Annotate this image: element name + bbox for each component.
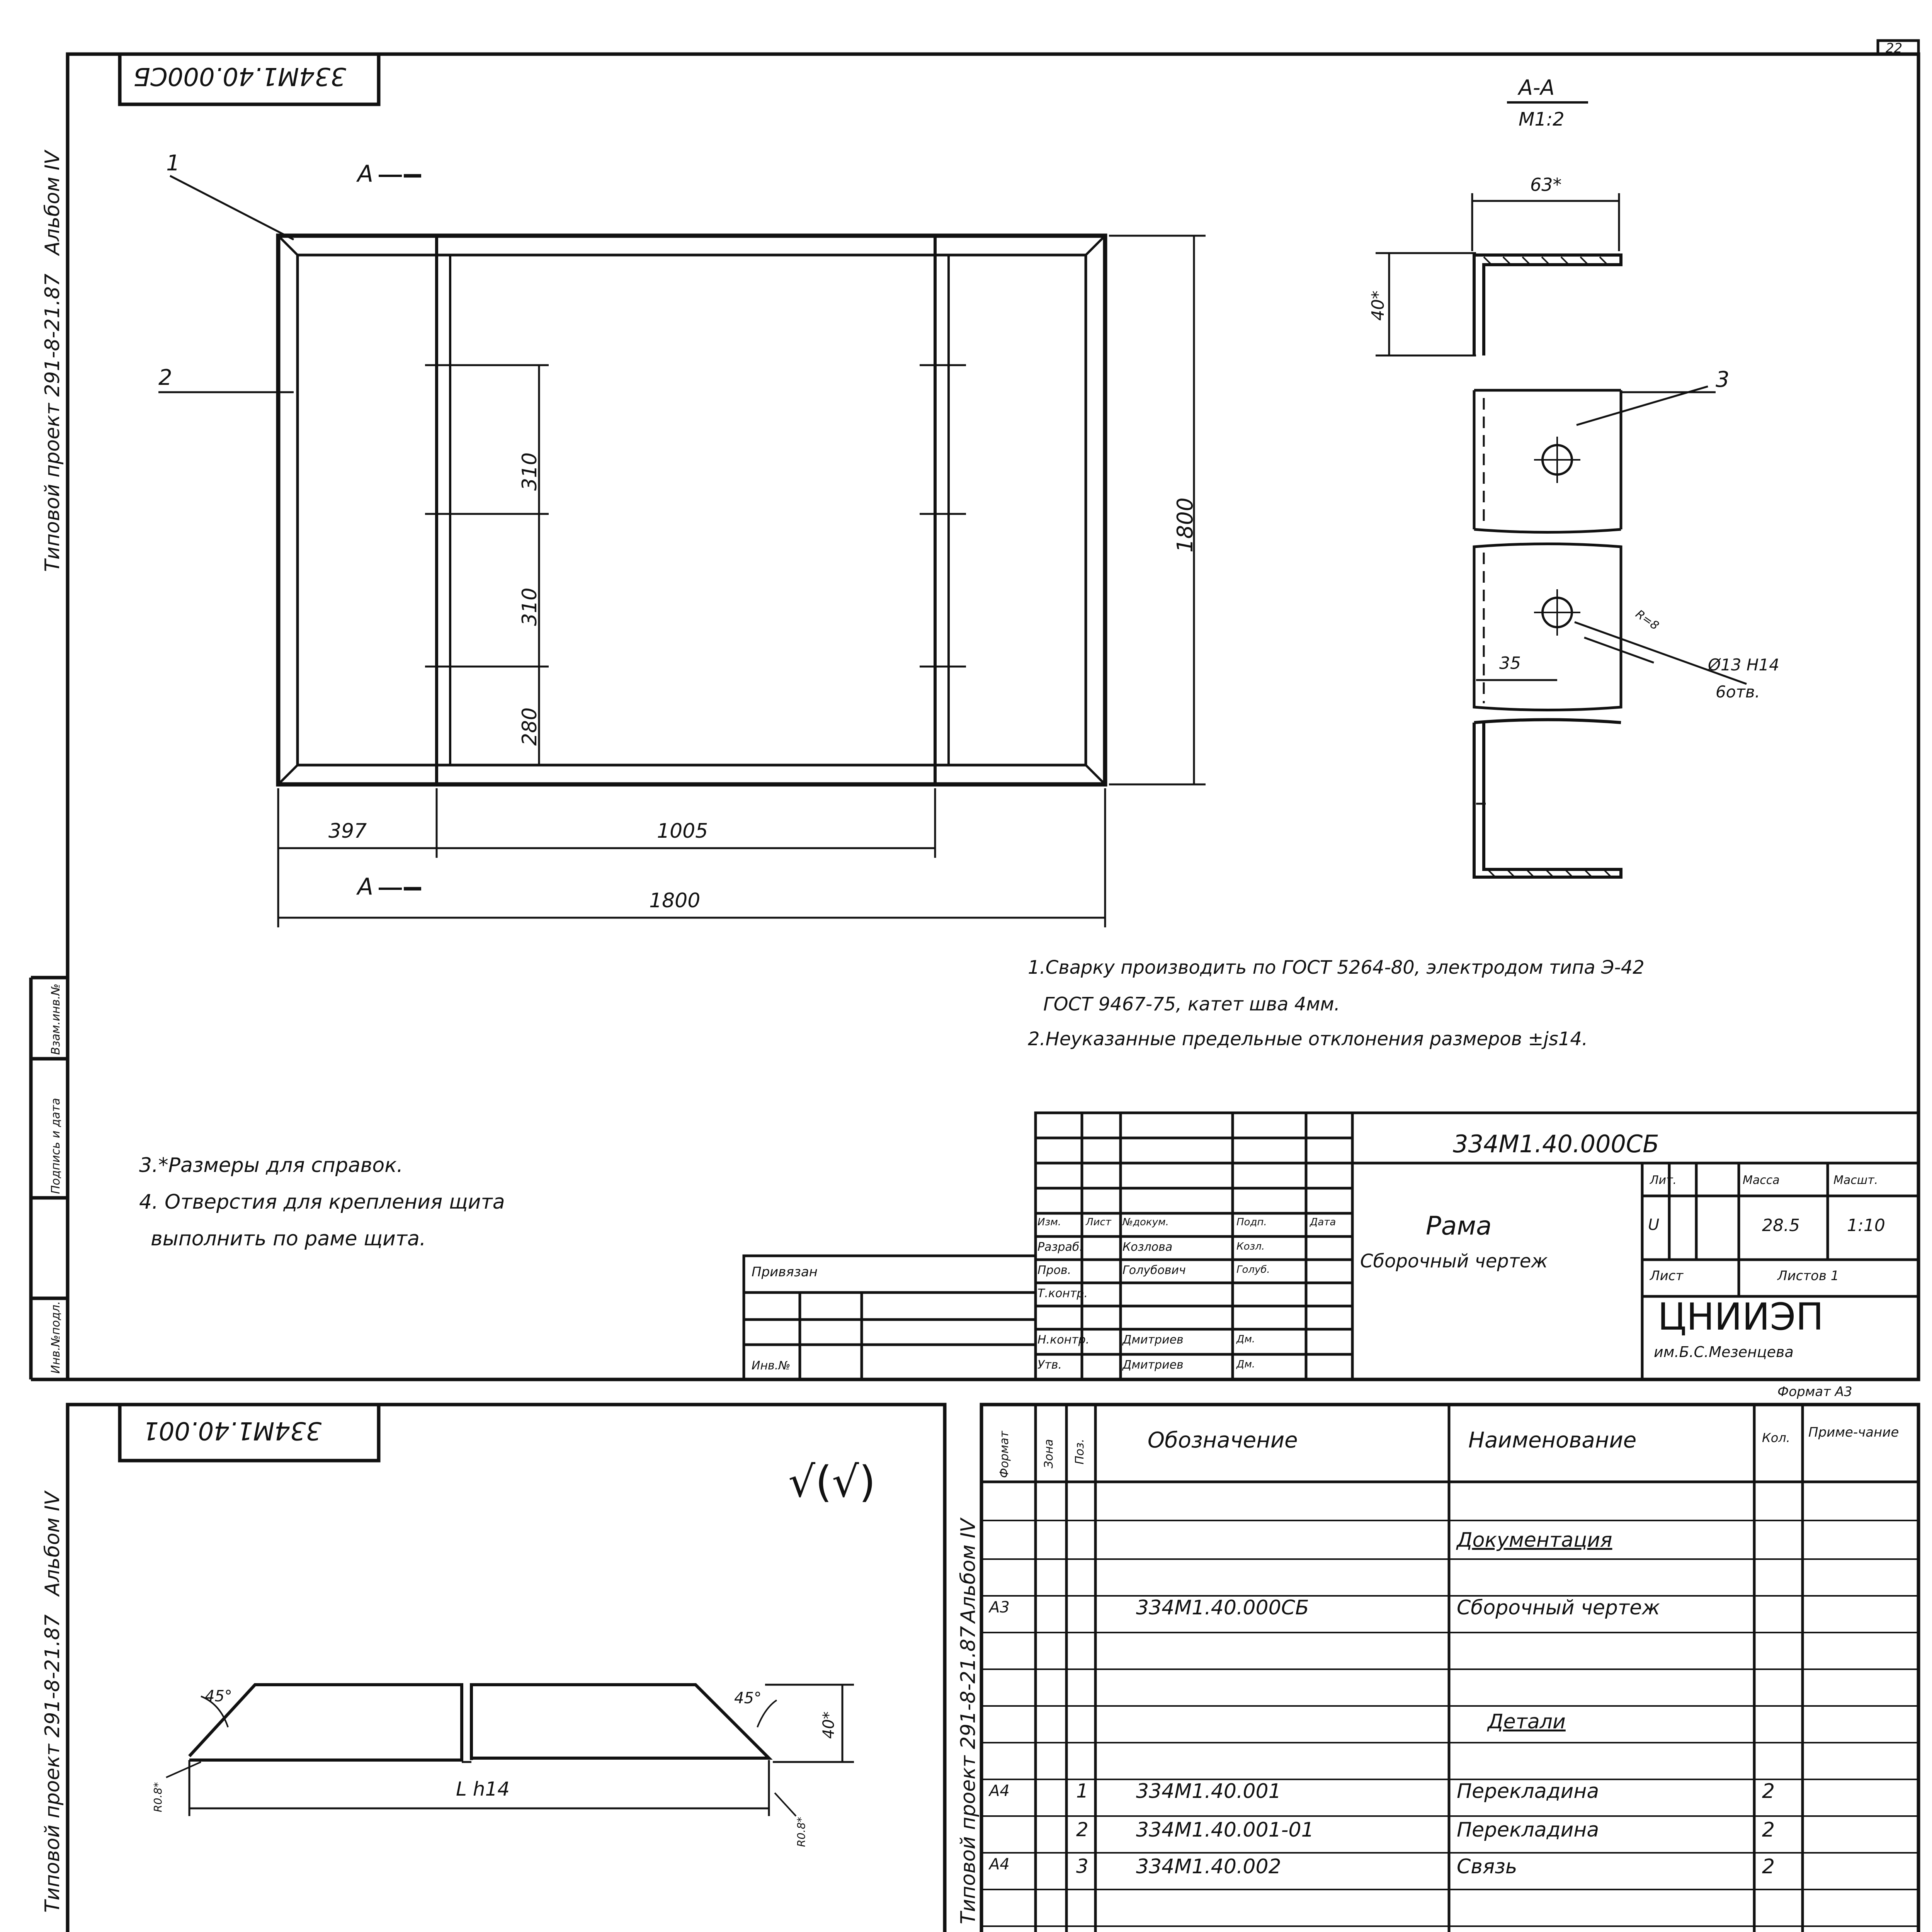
assembly-code-rotated: 334М1.40.000СБ [133, 62, 346, 90]
stamp-a3-hdr-4: Дата [1310, 1216, 1336, 1228]
spec-r0-name: Документация [1457, 1529, 1612, 1552]
stamp-a3-scale: 1:10 [1847, 1216, 1885, 1235]
dim-r8: R=8 [1633, 607, 1662, 633]
side-project-left: Типовой проект 291-8-21.87 [41, 1614, 64, 1913]
stamp-a3-mass: 28.5 [1762, 1216, 1800, 1235]
stamp-a3-r0-name: Козлова [1122, 1240, 1173, 1254]
stamp-a3-sheets-label: Листов 1 [1777, 1268, 1839, 1284]
stamp-a3-r4-role: Утв. [1037, 1358, 1062, 1372]
spec-r3-fmt: А4 [989, 1782, 1010, 1800]
spec-r1-code: 334М1.40.000СБ [1136, 1596, 1309, 1619]
spec-r5-fmt: А4 [989, 1855, 1010, 1873]
stamp-a3-lit-label: Лит. [1650, 1173, 1677, 1187]
note-1: 1.Сварку производить по ГОСТ 5264-80, электродом типа Э-42 [1028, 957, 1645, 978]
spec-hdr-pos: Поз. [1073, 1439, 1087, 1464]
side-inv-orig-top: Инв.№подл. [49, 1301, 63, 1374]
stamp-a3-r4-name: Дмитриев [1122, 1358, 1184, 1372]
dim-63: 63* [1530, 174, 1562, 195]
stamp-a3-title: Рама [1426, 1211, 1492, 1241]
stamp-a3-subtitle: Сборочный чертеж [1360, 1250, 1548, 1272]
stamp-a3-lit: U [1648, 1216, 1660, 1234]
dim-35: 35 [1499, 653, 1521, 673]
callout-1: 1 [166, 151, 180, 176]
stamp-a3-r3-sig: Дм. [1236, 1333, 1255, 1345]
section-marker-top: А [357, 160, 374, 187]
dim-310-a: 310 [518, 452, 541, 491]
stamp-a3-privyazan: Привязан [752, 1264, 818, 1280]
note-4: 4. Отверстия для крепления щита [139, 1190, 505, 1214]
stamp-a3-scale-label: Масшт. [1833, 1173, 1878, 1187]
part-length: L h14 [456, 1778, 510, 1800]
note-4b: выполнить по раме щита. [151, 1227, 426, 1250]
dim-1800-vertical: 1800 [1173, 497, 1198, 553]
roughness-mark: √(√) [788, 1457, 876, 1507]
stamp-a3-designation: 334М1.40.000СБ [1453, 1130, 1659, 1158]
dim-1800-horizontal: 1800 [649, 889, 701, 912]
part-r08-b: R0.8* [795, 1817, 808, 1847]
part-code-rotated: 334М1.40.001 [143, 1416, 322, 1445]
stamp-a3-r1-role: Пров. [1037, 1264, 1071, 1277]
spec-r4-code: 334М1.40.001-01 [1136, 1818, 1314, 1842]
side-project-right: Типовой проект 291-8-21.87 [957, 1626, 980, 1924]
stamp-a3-r3-role: Н.контр. [1037, 1333, 1090, 1347]
spec-table [981, 1405, 1918, 1932]
part-h40: 40* [820, 1711, 838, 1739]
section-a-a [1376, 102, 1747, 877]
stamp-a3-hdr-0: Изм. [1037, 1216, 1061, 1228]
stamp-a3 [744, 1113, 1918, 1379]
spec-r3-code: 334М1.40.001 [1136, 1780, 1281, 1803]
stamp-a3-hdr-3: Подп. [1236, 1216, 1267, 1228]
stamp-a3-r0-sig: Козл. [1236, 1241, 1265, 1252]
stamp-a3-inv-no: Инв.№ [752, 1359, 791, 1372]
stamp-a3-r2-role: Т.контр. [1037, 1287, 1088, 1300]
note-3: 3.*Размеры для справок. [139, 1154, 403, 1177]
stamp-a3-hdr-2: №докум. [1122, 1216, 1169, 1228]
callout-2: 2 [158, 365, 172, 390]
stamp-a3-r1-sig: Голуб. [1236, 1264, 1270, 1276]
spec-hdr-note: Приме-чание [1808, 1425, 1899, 1440]
spec-hdr-format: Формат [998, 1431, 1011, 1478]
stamp-a3-org: ЦНИИЭП [1658, 1295, 1824, 1338]
stamp-a3-r4-sig: Дм. [1236, 1359, 1255, 1370]
spec-r4-name: Перекладина [1457, 1818, 1599, 1842]
spec-hdr-code: Обозначение [1148, 1428, 1298, 1453]
format-label-top: Формат А3 [1777, 1384, 1852, 1400]
side-project-top: Типовой проект 291-8-21.87 [41, 274, 64, 572]
section-label: А-А [1519, 75, 1555, 100]
stamp-a3-r1-name: Голубович [1122, 1264, 1186, 1277]
dim-hole-count: 6отв. [1716, 682, 1760, 701]
side-sign-date-top: Подпись и дата [49, 1098, 63, 1194]
spec-r5-qty: 2 [1762, 1855, 1775, 1878]
callout-3: 3 [1716, 367, 1730, 392]
side-album-left: Альбом IV [41, 1491, 64, 1596]
dim-40: 40* [1368, 291, 1388, 321]
spec-r2-name: Детали [1488, 1710, 1566, 1733]
spec-hdr-zone: Зона [1042, 1439, 1056, 1468]
side-album-right: Альбом IV [957, 1518, 980, 1623]
spec-r3-qty: 2 [1762, 1780, 1775, 1803]
section-marker-bottom: А [357, 873, 374, 900]
stamp-a3-mass-label: Масса [1743, 1173, 1780, 1187]
spec-r1-fmt: А3 [989, 1599, 1010, 1616]
stamp-a3-r3-name: Дмитриев [1122, 1333, 1184, 1347]
frame-plan [158, 176, 1206, 927]
page-number: 22 [1886, 41, 1903, 56]
stamp-a3-sheet-label: Лист [1650, 1268, 1684, 1284]
spec-hdr-name: Наименование [1468, 1428, 1637, 1453]
note-2: 2.Неуказанные предельные отклонения размеров ±js14. [1028, 1028, 1588, 1050]
stamp-a3-r0-role: Разраб. [1037, 1240, 1083, 1254]
spec-r3-pos: 1 [1076, 1780, 1088, 1802]
side-inv-replace-top: Взам.инв.№ [49, 983, 63, 1055]
dim-280: 280 [518, 707, 541, 746]
spec-r4-pos: 2 [1076, 1818, 1088, 1841]
spec-hdr-qty: Кол. [1762, 1430, 1790, 1445]
dim-310-b: 310 [518, 587, 541, 626]
spec-r4-qty: 2 [1762, 1818, 1775, 1842]
spec-r3-name: Перекладина [1457, 1780, 1599, 1803]
spec-r5-code: 334М1.40.002 [1136, 1855, 1281, 1878]
spec-r5-name: Связь [1457, 1855, 1517, 1878]
dim-hole: Ø13 H14 [1708, 655, 1779, 674]
dim-1005: 1005 [657, 820, 708, 843]
dim-397: 397 [328, 820, 367, 843]
section-scale: М1:2 [1519, 109, 1565, 130]
side-album-top: Альбом IV [41, 150, 64, 255]
note-1b: ГОСТ 9467-75, катет шва 4мм. [1043, 993, 1340, 1015]
spec-r1-name: Сборочный чертеж [1457, 1596, 1660, 1619]
stamp-a3-hdr-1: Лист [1086, 1216, 1111, 1228]
part-r08-a: R0.8* [151, 1782, 164, 1812]
part-view [166, 1685, 854, 1932]
spec-r5-pos: 3 [1076, 1855, 1088, 1878]
stamp-a3-org-sub: им.Б.С.Мезенцева [1654, 1344, 1794, 1361]
part-angle-1: 45° [205, 1687, 232, 1705]
part-angle-2: 45° [734, 1689, 762, 1707]
